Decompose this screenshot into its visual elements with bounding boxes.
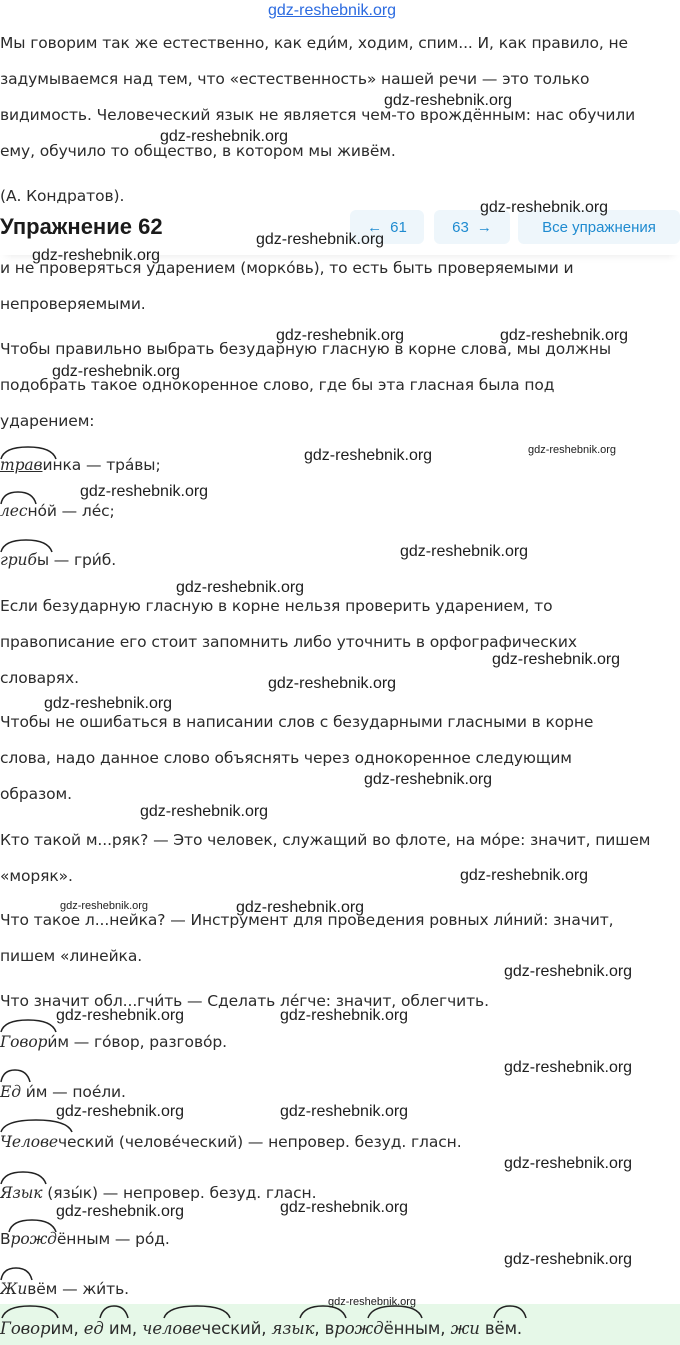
example-rest: инка — тра́вы;	[42, 456, 161, 474]
analysis-line	[0, 1230, 170, 1248]
analysis-root: Говор	[0, 1033, 48, 1051]
top-watermark-link[interactable]: gdz-reshebnik.org	[268, 2, 397, 19]
example-rest: ы — гри́б.	[36, 551, 117, 569]
analysis-rest: (язы́к) — непровер. безуд. гласн.	[42, 1184, 317, 1202]
analysis-prefix: В	[0, 1230, 11, 1248]
answer-rest: им,	[50, 1319, 84, 1338]
analysis-line	[0, 1033, 227, 1051]
prev-exercise-label: 61	[390, 218, 407, 236]
analysis-rest: и́м — пое́ли.	[20, 1083, 126, 1101]
watermark: gdz-reshebnik.org	[528, 444, 617, 456]
body-line: непроверяемыми.	[0, 295, 146, 313]
rule-line: Чтобы не ошибаться в написании слов с безударными гласными в корне	[0, 713, 594, 731]
watermark: gdz-reshebnik.org	[504, 963, 633, 980]
watermark: gdz-reshebnik.org	[504, 1059, 633, 1076]
watermark: gdz-reshebnik.org	[492, 651, 621, 668]
watermark: gdz-reshebnik.org	[280, 1199, 409, 1216]
watermark: gdz-reshebnik.org	[80, 483, 209, 500]
watermark: gdz-reshebnik.org	[304, 447, 433, 464]
all-exercises-label: Все упражнения	[542, 218, 656, 236]
body-line: подобрать такое однокоренное слово, где бы эта гласная была под	[0, 376, 555, 394]
answer-rest: вём.	[479, 1319, 523, 1338]
answer-root: Говор	[0, 1319, 51, 1338]
rule-line: образом.	[0, 785, 72, 803]
watermark: gdz-reshebnik.org	[176, 579, 305, 596]
example-root: трав	[0, 456, 43, 474]
intro-line: Мы говорим так же естественно, как еди́м, ходим, спим... И, как правило, не	[0, 34, 628, 52]
analysis-root: рожд	[10, 1230, 57, 1248]
watermark: gdz-reshebnik.org	[60, 900, 149, 912]
watermark: gdz-reshebnik.org	[268, 675, 397, 692]
rule-line: словарях.	[0, 669, 79, 687]
watermark: gdz-reshebnik.org	[364, 771, 493, 788]
root-arc	[0, 1068, 34, 1084]
example-line	[0, 456, 161, 474]
arrow-right-icon: →	[476, 218, 492, 236]
watermark: gdz-reshebnik.org	[504, 1251, 633, 1268]
watermark: gdz-reshebnik.org	[56, 1103, 185, 1120]
analysis-root: Ед	[0, 1083, 21, 1101]
body-line: ударением:	[0, 412, 95, 430]
watermark: gdz-reshebnik.org	[160, 128, 289, 145]
intro-author: (А. Кондратов).	[0, 187, 125, 205]
analysis-line	[0, 1184, 316, 1202]
example-root: лес	[0, 502, 28, 520]
watermark: gdz-reshebnik.org	[44, 695, 173, 712]
body-line: и не проверяться ударением (морко́вь), то есть быть проверяемыми и	[0, 259, 574, 277]
watermark: gdz-reshebnik.org	[504, 1155, 633, 1172]
analysis-rest: и́м — го́вор, разгово́р.	[47, 1033, 227, 1051]
answer-root: ед	[83, 1319, 104, 1338]
analysis-rest: ческий (челове́ческий) — непровер. безуд. гласн.	[57, 1133, 462, 1151]
answer-line	[0, 1319, 522, 1338]
analysis-rest: ённым — ро́д.	[56, 1230, 170, 1248]
watermark: gdz-reshebnik.org	[276, 327, 405, 344]
answer-rest: ённым,	[383, 1319, 451, 1338]
watermark: gdz-reshebnik.org	[460, 867, 589, 884]
analysis-line	[0, 1083, 126, 1101]
body-line: Чтобы правильно выбрать безударную гласную в корне слова, мы должны	[0, 340, 612, 358]
example-root: гриб	[0, 551, 37, 569]
rule-line: Если безударную гласную в корне нельзя проверить ударением, то	[0, 597, 553, 615]
rule-line: «моряк».	[0, 867, 73, 885]
analysis-root: Язык	[0, 1184, 43, 1202]
answer-rest: ,	[314, 1319, 325, 1338]
watermark: gdz-reshebnik.org	[140, 803, 269, 820]
next-exercise-label: 63	[452, 218, 469, 236]
rule-line: Что такое л...нейка? — Инструмент для проведения ровных ли́ний: значит,	[0, 911, 614, 929]
rule-line: Что значит обл...гчи́ть — Сделать ле́гче: значит, облегчить.	[0, 992, 489, 1010]
analysis-root: Жи	[0, 1280, 28, 1298]
exercise-title: Упражнение 62	[0, 214, 163, 239]
watermark: gdz-reshebnik.org	[280, 1103, 409, 1120]
watermark: gdz-reshebnik.org	[56, 1007, 185, 1024]
example-rest: но́й — ле́с;	[27, 502, 115, 520]
watermark: gdz-reshebnik.org	[52, 363, 181, 380]
watermark: gdz-reshebnik.org	[400, 543, 529, 560]
answer-root: жи	[450, 1319, 480, 1338]
watermark: gdz-reshebnik.org	[236, 899, 365, 916]
watermark: gdz-reshebnik.org	[256, 231, 385, 248]
example-line	[0, 551, 116, 569]
analysis-line	[0, 1280, 129, 1298]
watermark: gdz-reshebnik.org	[280, 1007, 409, 1024]
root-arc	[0, 1018, 60, 1034]
answer-rest: ческий,	[201, 1319, 272, 1338]
watermark: gdz-reshebnik.org	[480, 199, 609, 216]
answer-rest: им,	[103, 1319, 143, 1338]
watermark: gdz-reshebnik.org	[500, 327, 629, 344]
rule-line: Кто такой м...ряк? — Это человек, служащий во флоте, на мо́ре: значит, пишем	[0, 831, 651, 849]
watermark: gdz-reshebnik.org	[328, 1296, 417, 1308]
arrow-left-icon: ←	[367, 218, 383, 236]
rule-line: пишем «линейка.	[0, 947, 143, 965]
intro-line: видимость. Человеческий язык не является чем-то врождённым: нас обучили	[0, 106, 636, 124]
answer-root: челове	[142, 1319, 202, 1338]
intro-line: ему, обучило то общество, в котором мы живём.	[0, 142, 396, 160]
analysis-line	[0, 1133, 462, 1151]
answer-prefix: в	[324, 1319, 335, 1338]
intro-line: задумываемся над тем, что «естественность» нашей речи — это только	[0, 70, 590, 88]
answer-root: язык	[271, 1319, 315, 1338]
watermark: gdz-reshebnik.org	[384, 92, 513, 109]
answer-root: рожд	[334, 1319, 384, 1338]
rule-line: правописание его стоит запомнить либо уточнить в орфографических	[0, 633, 577, 651]
watermark: gdz-reshebnik.org	[56, 1203, 185, 1220]
analysis-rest: вём — жи́ть.	[27, 1280, 129, 1298]
analysis-root: Челове	[0, 1133, 58, 1151]
example-line	[0, 502, 115, 520]
rule-line: слова, надо данное слово объяснять через однокоренное следующим	[0, 749, 572, 767]
watermark: gdz-reshebnik.org	[32, 247, 161, 264]
